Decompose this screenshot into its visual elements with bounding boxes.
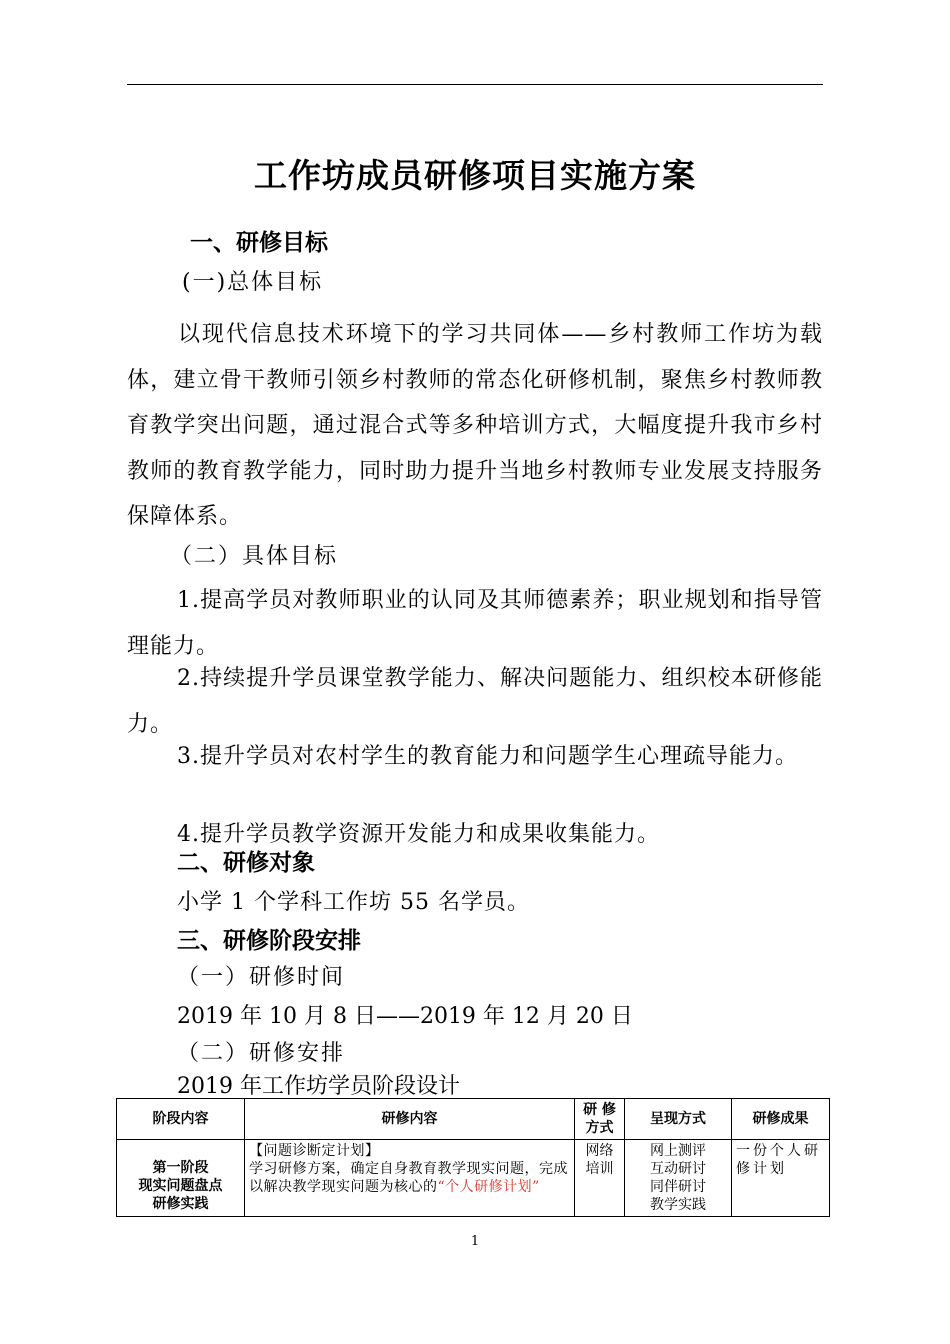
table-header-row (117, 1099, 830, 1140)
section-3-sub-1: （一）研修时间 (177, 965, 346, 990)
header-rule (127, 84, 823, 85)
goal-item-3: 3.提升学员对农村学生的教育能力和问题学生心理疏导能力。 (177, 744, 798, 769)
section-1-heading: 一、研修目标 (190, 230, 328, 256)
section-2-text: 小学 1 个学科工作坊 55 名学员。 (177, 890, 530, 915)
section-1-sub-1: (一)总体目标 (182, 270, 324, 295)
col-header-method: 研 修 方式 (575, 1099, 625, 1140)
section-2-heading: 二、研修对象 (177, 850, 315, 876)
method-cell: 网络培训 (575, 1140, 625, 1217)
overall-goal-paragraph: 以现代信息技术环境下的学习共同体——乡村教师工作坊为载体，建立骨干教师引领乡村教师的常态化研修机制，聚焦乡村教师教育教学突出问题，通过混合式等多种培训方式，大幅度提升我市乡村教师的教育教学能力，同时助力提升当地乡村教师专业发展支持服务保障体系。 (127, 322, 823, 529)
col-header-content: 研修内容 (245, 1099, 575, 1140)
col-header-stage: 阶段内容 (117, 1099, 245, 1140)
section-1-sub-2: （二）具体目标 (170, 544, 339, 569)
table-row (117, 1140, 830, 1217)
page-number: 1 (470, 1234, 480, 1249)
col-header-presentation: 呈现方式 (625, 1099, 732, 1140)
goal-item-1: 1.提高学员对教师职业的认同及其师德素养；职业规划和指导管理能力。 (127, 588, 823, 659)
document-title: 工作坊成员研修项目实施方案 (254, 156, 696, 195)
goal-item-2: 2.持续提升学员课堂教学能力、解决问题能力、组织校本研修能力。 (127, 666, 823, 737)
section-3-sub-2: （二）研修安排 (177, 1041, 346, 1066)
content-cell: 【问题诊断定计划】 学习研修方案，确定自身教育教学现实问题，完成以解决教学现实问题为核心的“个人研修计划” (245, 1140, 575, 1217)
study-period-date: 2019 年 10 月 8 日——2019 年 12 月 20 日 (177, 1004, 633, 1029)
table-caption: 2019 年工作坊学员阶段设计 (177, 1074, 460, 1099)
outcome-cell: 一份个人研修计划 (732, 1140, 830, 1217)
stage-design-table (116, 1098, 830, 1217)
col-header-outcome: 研修成果 (732, 1099, 830, 1140)
goal-item-4: 4.提升学员教学资源开发能力和成果收集能力。 (177, 822, 660, 847)
presentation-cell: 网上测评 互动研讨 同伴研讨 教学实践 (625, 1140, 732, 1217)
section-3-heading: 三、研修阶段安排 (177, 928, 361, 954)
stage-cell: 第一阶段 现实问题盘点 研修实践 (117, 1140, 245, 1217)
